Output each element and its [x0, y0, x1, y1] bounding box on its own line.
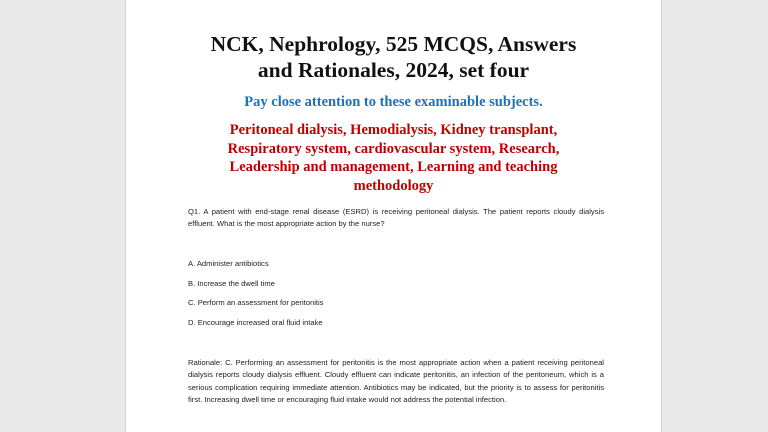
- answer-option-d: D. Encourage increased oral fluid intake: [188, 318, 323, 327]
- subjects-line-3: Leadership and management, Learning and teaching: [229, 159, 558, 175]
- question-text: Q1. A patient with end-stage renal disease (ESRD) is receiving peritoneal dialysis. The patient reports cloudy dialysis effluent. What is the most appropriate action by the nurse?: [188, 207, 604, 229]
- rationale-text: Rationale: C. Performing an assessment for peritonitis is the most appropriate action when a patient receiving peritoneal dialysis reports cloudy dialysis effluent. Cloudy effluent can indicate peritonitis, an infection of the peritoneum, which is a serious complication requiring immediate attention. Antibiotics may be indicated, but the priority is to assess for peritonitis first. Increasing dwell time or encouraging fluid intake would not address the potential infection.: [188, 358, 604, 404]
- subjects-line-2: Respiratory system, cardiovascular system, Research,: [227, 140, 560, 157]
- answer-option-a: A. Administer antibiotics: [188, 259, 269, 268]
- answer-option-b: B. Increase the dwell time: [188, 279, 275, 288]
- document-title: [126, 31, 661, 83]
- title-line-2: and Rationales, 2024, set four: [257, 58, 530, 82]
- subjects-list: [126, 121, 661, 195]
- answer-option-c: C. Perform an assessment for peritonitis: [188, 298, 324, 307]
- subjects-line-4: methodology: [353, 177, 434, 194]
- title-line-1: NCK, Nephrology, 525 MCQS, Answers: [210, 32, 577, 56]
- subjects-line-1: Peritoneal dialysis, Hemodialysis, Kidney transplant,: [229, 122, 558, 138]
- document-page: [125, 0, 662, 432]
- document-subtitle: Pay close attention to these examinable subjects.: [244, 94, 543, 110]
